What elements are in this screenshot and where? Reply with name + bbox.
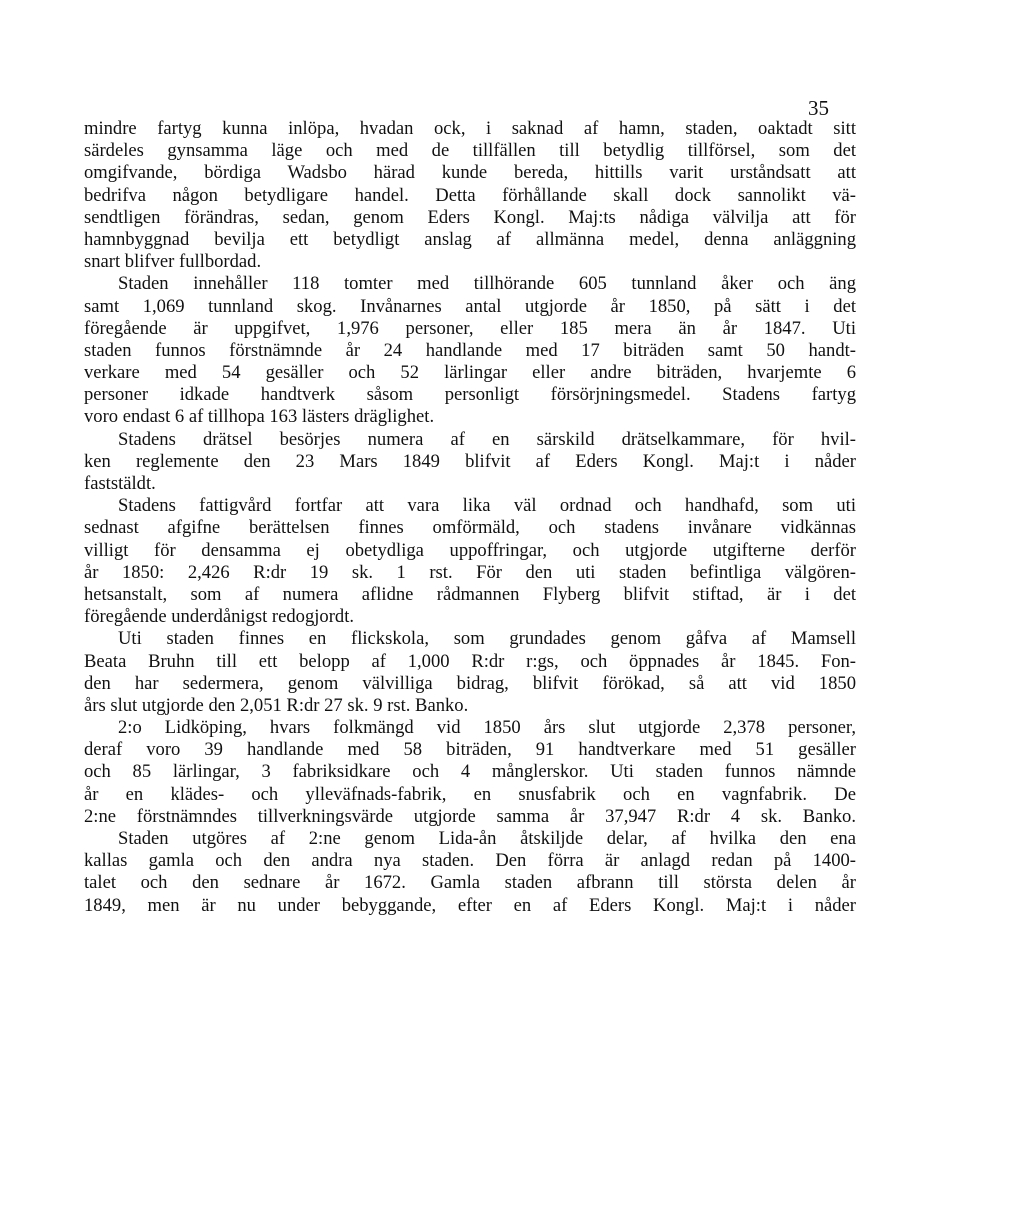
text-block <box>84 118 856 917</box>
text-line: ken reglemente den 23 Mars 1849 blifvit af Eders Kongl. Maj:t i nåder <box>84 450 856 472</box>
paragraph <box>84 273 856 428</box>
text-line: verkare med 54 gesäller och 52 lärlingar eller andre biträden, hvarjemte 6 <box>84 362 856 384</box>
paragraph <box>84 628 856 717</box>
text-line: mindre fartyg kunna inlöpa, hvadan ock, i saknad af hamn, staden, oaktadt sitt <box>84 118 856 139</box>
text-line: snart blifver fullbordad. <box>84 251 262 273</box>
text-line: kallas gamla och den andra nya staden. Den förra är anlagd redan på 1400- <box>84 850 856 872</box>
text-line: föregående är uppgifvet, 1,976 personer, eller 185 mera än år 1847. Uti <box>84 317 856 339</box>
text-line: sendtligen förändras, sedan, genom Eders Kongl. Maj:ts nådiga välvilja att för <box>84 206 856 228</box>
text-line: samt 1,069 tunnland skog. Invånarnes antal utgjorde år 1850, på sätt i det <box>84 295 856 317</box>
text-line: särdeles gynsamma läge och med de tillfällen till betydlig tillförsel, som det <box>84 140 856 162</box>
text-line: deraf voro 39 handlande med 58 biträden, 91 handtverkare med 51 gesäller <box>84 739 856 761</box>
text-line: sednast afgifne berättelsen finnes omförmäld, och stadens invånare vidkännas <box>84 517 856 539</box>
text-line: hetsanstalt, som af numera aflidne rådmannen Flyberg blifvit stiftad, är i det <box>84 583 856 605</box>
text-line: talet och den sednare år 1672. Gamla staden afbrann till största delen år <box>84 872 856 894</box>
paragraph <box>84 118 856 273</box>
text-line: hamnbyggnad bevilja ett betydligt anslag af allmänna medel, denna anläggning <box>84 228 856 250</box>
page-number: 35 <box>808 96 829 120</box>
text-line: bedrifva någon betydligare handel. Detta förhållande skall dock sannolikt vä- <box>84 184 856 206</box>
text-line: Staden innehåller 118 tomter med tillhörande 605 tunnland åker och äng <box>118 273 856 295</box>
text-line: faststäldt. <box>84 473 156 494</box>
text-line: den har sedermera, genom välvilliga bidrag, blifvit förökad, så att vid 1850 <box>84 672 856 694</box>
text-line: och 85 lärlingar, 3 fabriksidkare och 4 månglerskor. Uti staden funnos nämnde <box>84 761 856 783</box>
paragraph <box>84 495 856 628</box>
text-line: 2:ne förstnämndes tillverkningsvärde utgjorde samma år 37,947 R:dr 4 sk. Banko. <box>84 805 856 827</box>
paragraph <box>84 828 856 917</box>
text-line: år 1850: 2,426 R:dr 19 sk. 1 rst. För den uti staden befintliga välgören- <box>84 561 856 583</box>
text-line: Beata Bruhn till ett belopp af 1,000 R:dr r:gs, och öppnades år 1845. Fon- <box>84 650 856 672</box>
text-line: voro endast 6 af tillhopa 163 lästers dräglighet. <box>84 406 435 428</box>
text-line: Uti staden finnes en flickskola, som grundades genom gåfva af Mamsell <box>118 628 856 650</box>
text-line: år en klädes- och ylleväfnads-fabrik, en snusfabrik och en vagnfabrik. De <box>84 783 856 805</box>
text-line: omgifvande, bördiga Wadsbo härad kunde bereda, hittills varit urståndsatt att <box>84 162 856 184</box>
text-line: Stadens drätsel besörjes numera af en särskild drätselkammare, för hvil- <box>118 428 856 450</box>
text-line: föregående underdånigst redogjordt. <box>84 606 355 628</box>
text-line: 2:o Lidköping, hvars folkmängd vid 1850 års slut utgjorde 2,378 personer, <box>118 717 856 739</box>
text-line: års slut utgjorde den 2,051 R:dr 27 sk. 9 rst. Banko. <box>84 694 469 716</box>
paragraph <box>84 717 856 828</box>
text-line: villigt för densamma ej obetydliga uppoffringar, och utgjorde utgifterne derför <box>84 539 856 561</box>
text-line: 1849, men är nu under bebyggande, efter en af Eders Kongl. Maj:t i nåder <box>84 894 856 916</box>
paragraph <box>84 429 856 496</box>
text-line: Staden utgöres af 2:ne genom Lida-ån åtskiljde delar, af hvilka den ena <box>118 828 856 849</box>
text-line: staden funnos förstnämnde år 24 handlande med 17 biträden samt 50 handt- <box>84 339 856 361</box>
text-line: Stadens fattigvård fortfar att vara lika väl ordnad och handhafd, som uti <box>118 495 856 517</box>
text-line: personer idkade handtverk såsom personligt försörjningsmedel. Stadens fartyg <box>84 384 856 406</box>
